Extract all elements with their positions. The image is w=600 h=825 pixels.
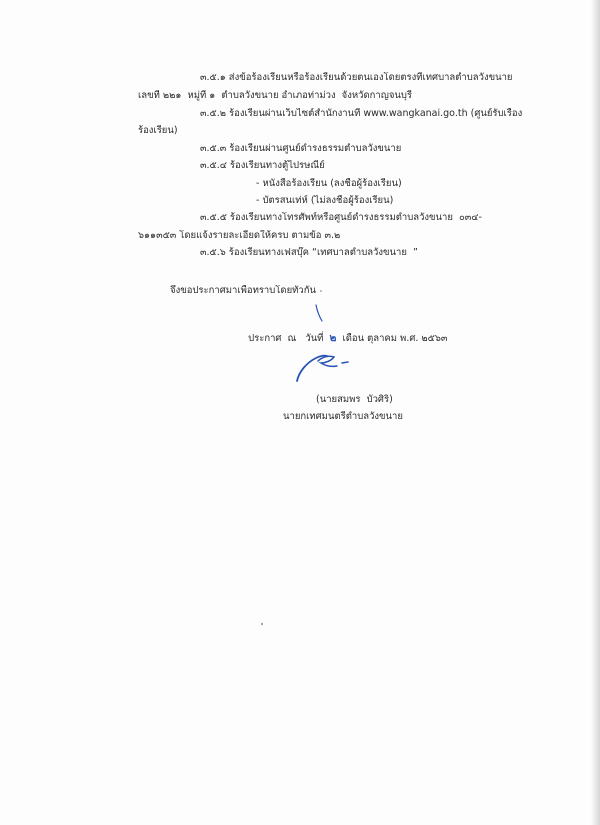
signatory-name: (นายสมพร บัวศิริ) — [316, 394, 393, 405]
channel-3-5-5-continuation: ๖๑๑๓๕๓ โดยแจ้งรายละเอียดให้ครบ ตามข้อ ๓.๒ — [138, 230, 341, 241]
channel-3-5-4-line: ๓.๕.๔ ร้องเรียนทางตู้ไปรษณีย์ — [200, 160, 325, 171]
date-pen-stroke — [316, 305, 322, 321]
signatory-title: นายกเทศมนตรีตำบลวังขนาย — [283, 411, 403, 422]
announcement-date-prefix: ประกาศ ณ วันที่ — [248, 333, 330, 344]
channel-3-5-5-line: ๓.๕.๕ ร้องเรียนทางโทรศัพท์หรือศูนย์ดำรงธรรมตำบลวังขนาย ๐๓๔- — [200, 212, 482, 223]
signature-main-stroke — [297, 356, 327, 381]
announcement-date-suffix: เดือน ตุลาคม พ.ศ. ๒๕๖๓ — [336, 333, 448, 344]
scan-speck — [320, 290, 322, 292]
channel-3-5-2-continuation: ร้องเรียน) — [138, 125, 178, 136]
announcement-date — [236, 320, 447, 357]
channel-3-5-1-continuation: เลขที่ ๒๒๑ หมู่ที่ ๑ ตำบลวังขนาย อำเภอท่าม่วง จังหวัดกาญจนบุรี — [138, 90, 413, 101]
channel-3-5-1-line: ๓.๕.๑ ส่งข้อร้องเรียนหรือร้องเรียนด้วยตนเองโดยตรงที่เทศบาลตำบลวังขนาย — [200, 72, 513, 83]
channel-3-5-2-line: ๓.๕.๒ ร้องเรียนผ่านเว็บไซต์สำนักงานที่ www.wangkanai.go.th (ศูนย์รับเรื่อง — [200, 108, 523, 119]
scan-speck — [261, 623, 263, 625]
announcement-date-day-handwritten: ๒ — [329, 332, 337, 344]
closing-statement: จึงขอประกาศมาเพื่อทราบโดยทั่วกัน — [170, 285, 316, 296]
signature-dash-stroke — [342, 362, 348, 363]
scan-shadow-edge — [591, 0, 600, 825]
signature — [297, 356, 348, 381]
signature-loop-stroke — [318, 356, 337, 366]
channel-3-5-4-sub-item-anonymous: - บัตรสนเท่ห์ (ไม่ลงชื่อผู้ร้องเรียน) — [256, 195, 394, 206]
channel-3-5-3-line: ๓.๕.๓ ร้องเรียนผ่านศูนย์ดำรงธรรมตำบลวังขนาย — [200, 143, 402, 154]
channel-3-5-6-line: ๓.๕.๖ ร้องเรียนทางเฟสบุ๊ค “เทศบาลตำบลวังขนาย ” — [200, 247, 418, 258]
channel-3-5-4-sub-item-signed: - หนังสือร้องเรียน (ลงชื่อผู้ร้องเรียน) — [256, 178, 402, 189]
